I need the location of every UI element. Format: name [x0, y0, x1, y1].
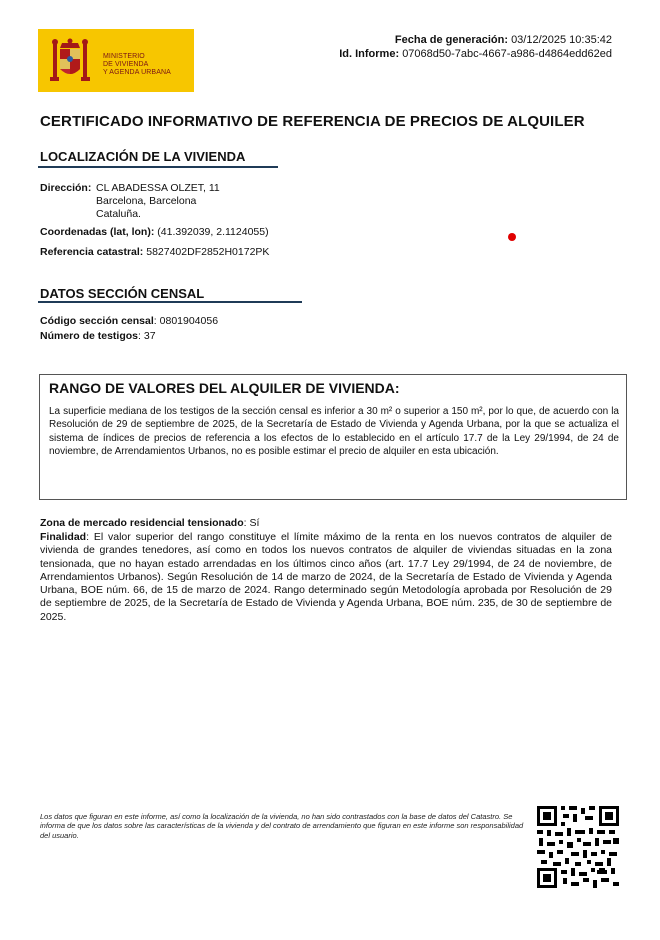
purpose-paragraph: Finalidad: El valor superior del rango constituye el límite máximo de la renta en los nuevos contratos de alquiler de vivienda de grandes tenedores, así como en todos los nuevos contratos de alquiler de viviendas situadas en la zona tensionada, que no hayan estado arrendadas en los últimos cinco años (art. 17.7 Ley 29/1994, de 24 de noviembre, de Arrendamientos Urbanos). Según Resolución de 14 de marzo de 2024, de la Secretaría de Estado de Vivienda y Agenda Urbana, BOE núm. 66, de 15 de marzo de 2024. Rango determinado según Metodología aprobada por Resolución de 29 de septiembre de 2025, de la Secretaría de Estado de Vivienda y Agenda Urbana, BOE núm. 235, de 30 de septiembre de 2025. — [40, 531, 612, 623]
disclaimer-footnote: Los datos que figuran en este informe, así como la localización de la vivienda, no han sido contrastados con la base de datos del Catastro. Se informa de que los datos sobre las características de la vivienda y del contrato de arrendamiento que figuran en este informe son responsabilidad del usuario. — [40, 812, 524, 840]
address-line-1: CL ABADESSA OLZET, 11 — [96, 182, 220, 194]
census-code-row: Código sección censal: 0801904056 — [40, 315, 219, 327]
purpose-text: El valor superior del rango constituye el límite máximo de la renta en los nuevos contratos de alquiler de vivienda de grandes tenedores, así como en todos los nuevos contratos de alquiler de viviendas situadas en la zona tensionada, que no hayan estado arrendadas en los últimos cinco años (art. 17.7 Ley 29/1994, de 24 de noviembre, de Arrendamientos Urbanos). Según Resolución de 14 de marzo de 2024, de la Secretaría de Estado de Vivienda y Agenda Urbana, BOE núm. 66, de 15 de marzo de 2024. Rango determinado según Metodología aprobada por Resolución de 29 de septiembre de 2025, de la Secretaría de Estado de Vivienda y Agenda Urbana, BOE núm. 235, de 30 de septiembre de 2025. — [40, 531, 612, 623]
generation-date: Fecha de generación: 03/12/2025 10:35:42 — [394, 34, 612, 46]
address-line-2: Barcelona, Barcelona — [96, 195, 197, 207]
rent-range-box — [39, 374, 627, 500]
census-code-value: 0801904056 — [159, 315, 219, 327]
map-marker-icon — [508, 233, 516, 241]
ministry-name: MINISTERIO DE VIVIENDA Y AGENDA URBANA — [103, 53, 171, 76]
coordinates-row: Coordenadas (lat, lon): (41.392039, 2.1124055) — [40, 226, 269, 238]
qr-code-icon — [537, 806, 619, 888]
location-heading-rule — [38, 166, 278, 168]
report-meta — [339, 33, 612, 61]
cadastral-row: Referencia catastral: 5827402DF2852H0172PK — [40, 246, 270, 258]
address-line-3: Cataluña. — [96, 208, 141, 220]
location-heading: LOCALIZACIÓN DE LA VIVIENDA — [40, 149, 246, 164]
witnesses-row: Número de testigos: 37 — [40, 330, 156, 342]
address-label: Dirección: — [40, 182, 92, 194]
stressed-zone-value: Sí — [249, 517, 260, 529]
census-heading-rule — [38, 301, 302, 303]
rent-range-title: RANGO DE VALORES DEL ALQUILER DE VIVIENDA: — [49, 380, 400, 396]
stressed-zone-row: Zona de mercado residencial tensionado: Sí — [40, 517, 260, 529]
witnesses-value: 37 — [143, 330, 156, 342]
coordinates-value: (41.392039, 2.1124055) — [157, 226, 269, 238]
rent-range-text: La superficie mediana de los testigos de la sección censal es inferior a 30 m² o superior a 150 m², por lo que, de acuerdo con la Resolución de 29 de septiembre de 2025, de la Secretaría de Estado de Vivienda y Agenda Urbana, por la que se actualiza el sistema de índices de precios de referencia a los efectos de lo establecido en el artículo 17.7 de la Ley 29/1994, de 24 de noviembre, de Arrendamientos Urbanos, no es posible estimar el precio de alquiler en esta ubicación. — [49, 406, 619, 458]
page-title: CERTIFICADO INFORMATIVO DE REFERENCIA DE PRECIOS DE ALQUILER — [40, 113, 585, 130]
coat-of-arms-icon — [47, 37, 93, 85]
report-id: Id. Informe: 07068d50-7abc-4667-a986-d4864edd62ed — [339, 48, 612, 60]
census-heading: DATOS SECCIÓN CENSAL — [40, 286, 205, 301]
address-value — [96, 182, 220, 221]
cadastral-value: 5827402DF2852H0172PK — [146, 246, 270, 258]
ministry-logo — [38, 29, 194, 92]
